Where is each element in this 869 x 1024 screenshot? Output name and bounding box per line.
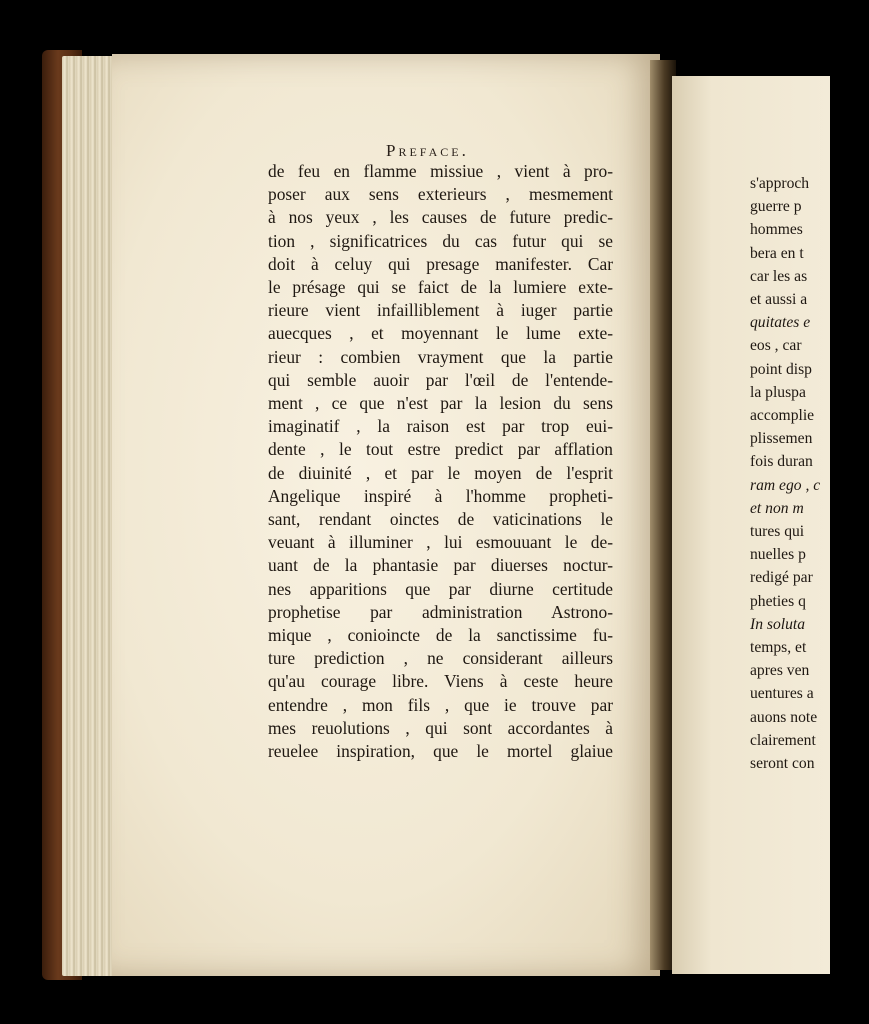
text-line: sant, rendant oinctes de vaticinations le — [268, 509, 613, 530]
text-line: mique , conioincte de la sanctissime fu- — [268, 625, 613, 646]
text-line: apres ven — [750, 662, 810, 680]
text-line: redigé par — [750, 569, 813, 587]
text-line: rieure vient infailliblement à iuger partie — [268, 300, 613, 321]
text-line: ture prediction , ne considerant ailleurs — [268, 648, 613, 669]
text-line: de diuinité , et par le moyen de l'esprit — [268, 462, 613, 483]
text-line: auons note — [750, 708, 818, 726]
text-line: plissemen — [750, 430, 813, 448]
right-page-text — [750, 172, 830, 775]
text-line: s'approch — [750, 175, 810, 192]
text-line: ment , ce que n'est par la lesion du sens — [268, 393, 613, 414]
text-line: seront con — [750, 755, 815, 773]
text-line: eos , car — [750, 337, 802, 355]
text-line: auecques , et moyennant le lume exte- — [268, 323, 613, 344]
text-line: qui semble auoir par l'œil de l'entende- — [268, 369, 613, 390]
text-line: uant de la phantasie par diuerses noctur- — [268, 555, 613, 576]
text-line: nes apparitions que par diurne certitude — [268, 578, 613, 599]
text-line: rieur : combien vrayment que la partie — [268, 346, 613, 367]
text-line: ram ego , c — [750, 476, 821, 494]
text-line: de feu en flamme missiue , vient à pro- — [268, 161, 613, 181]
text-line: doit à celuy qui presage manifester. Car — [268, 253, 613, 274]
text-line: uentures a — [750, 685, 814, 703]
right-page — [672, 76, 830, 974]
text-line: In soluta — [750, 615, 806, 633]
text-line: imaginatif , la raison est par trop eui- — [268, 416, 613, 437]
text-line: dente , le tout estre predict par afflation — [268, 439, 613, 460]
text-line: hommes — [750, 221, 803, 239]
text-line: et non m — [750, 499, 804, 517]
text-line: prophetise par administration Astrono- — [268, 601, 613, 622]
text-line: temps, et — [750, 639, 807, 657]
text-line: qu'au courage libre. Viens à ceste heure — [268, 671, 613, 692]
text-line: tures qui — [750, 523, 805, 541]
text-line: fois duran — [750, 453, 813, 471]
text-line: Angelique inspiré à l'homme propheti- — [268, 485, 613, 506]
text-line: car les as — [750, 267, 808, 285]
text-line: tion , significatrices du cas futur qui se — [268, 230, 613, 251]
text-line: mes reuolutions , qui sont accordantes à — [268, 717, 613, 738]
text-line: et aussi a — [750, 291, 808, 309]
left-page-text — [268, 160, 613, 763]
text-line: poser aux sens exterieurs , mesmement — [268, 184, 613, 205]
text-line: entendre , mon fils , que ie trouve par — [268, 694, 613, 715]
text-line: point disp — [750, 360, 812, 378]
text-line: quitates e — [750, 314, 811, 332]
text-line: bera en t — [750, 244, 804, 262]
text-line: guerre p — [750, 198, 802, 216]
text-line: clairement — [750, 731, 816, 749]
text-line: le présage qui se faict de la lumiere exte- — [268, 277, 613, 298]
text-line: nuelles p — [750, 546, 806, 564]
text-line: accomplie — [750, 407, 815, 425]
text-line: veuant à illuminer , lui esmouuant le de- — [268, 532, 613, 553]
running-head: Preface. — [386, 141, 469, 160]
text-line: reuelee inspiration, que le mortel glaiue — [268, 741, 613, 762]
text-line: à nos yeux , les causes de future predic- — [268, 207, 613, 228]
text-line: pheties q — [750, 592, 806, 610]
text-line: la pluspa — [750, 383, 806, 401]
